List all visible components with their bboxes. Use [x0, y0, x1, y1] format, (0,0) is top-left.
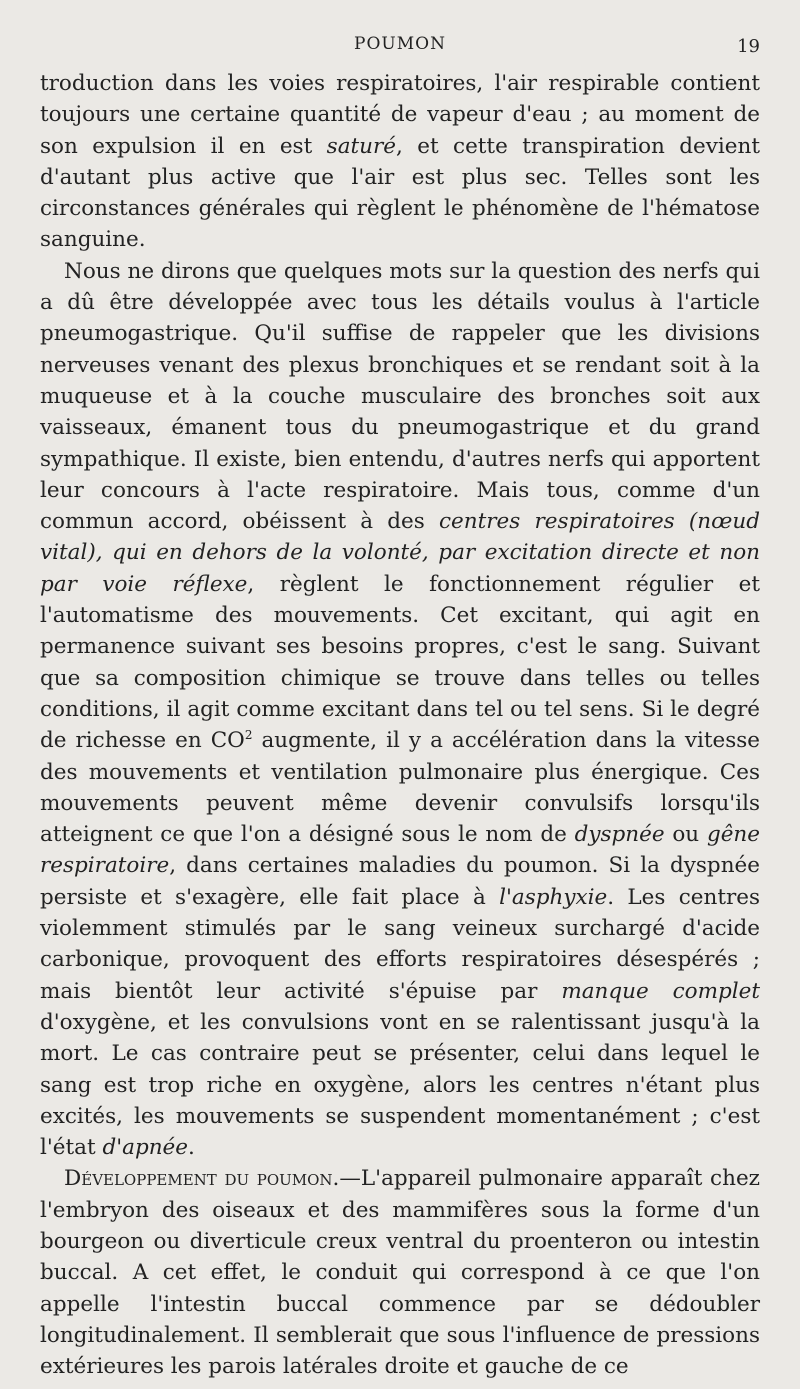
- text-run: , et cette transpiration devient d'autant plus active que l'air est plus sec. Telles sont les circonstances générales qui règlent le phénomène de l'hématose sanguine.: [40, 133, 760, 253]
- section-heading: Développement du poumon.: [64, 1166, 340, 1192]
- italic-text: d'apnée: [102, 1135, 189, 1161]
- text-run: d'oxygène, et les convulsions vont en se ralentissant jusqu'à la mort. Le cas contraire peut se présenter, celui dans lequel le sang est trop riche en oxygène, alors les centres n'étant plus excités, les mouvements se suspendent momentanément ; c'est l'état: [40, 1009, 760, 1161]
- italic-text: centres respiratoires (nœud vital), qui en dehors de la volonté, par excitation directe et non par voie réflexe: [40, 509, 760, 597]
- text-run: augmente, il y a accélération dans la vitesse des mouvements et ventilation pulmonaire plus énergique. Ces mouvements peuvent même devenir convulsifs lorsqu'ils atteignent ce que l'on a désigné sous le nom de: [40, 728, 761, 848]
- text-run: . Les centres violemment stimulés par le sang veineux surchargé d'acide carbonique, provoquent des efforts respiratoires désespérés ; mais bientôt leur activité s'épuise par: [40, 884, 760, 1004]
- text-run: Nous ne dirons que quelques mots sur la question des nerfs qui a dû être développée avec tous les détails voulus à l'article pneumogastrique. Qu'il suffise de rappeler que les divisions nerveuses venant des plexus bronchiques et se rendant soit à la muqueuse et à la couche musculaire des bronches soit aux vaisseaux, émanent tous du pneumogastrique et du grand sympathique. Il existe, bien entendu, d'autres nerfs qui apportent leur concours à l'acte respiratoire. Mais tous, comme d'un commun accord, obéissent à des: [40, 258, 760, 535]
- text-run: —L'appareil pulmonaire apparaît chez l'embryon des oiseaux et des mammifères sous la forme d'un bourgeon ou diverticule creux ventral du proenteron ou intestin buccal. A cet effet, le conduit qui correspond à ce que l'on appelle l'intestin buccal commence par se dédoubler longitudinalement. Il semblerait que sous l'influence de pressions extérieures les parois latérales droite et gauche de ce: [40, 1166, 760, 1380]
- text-run: .: [188, 1135, 195, 1161]
- text-run: troduction dans les voies respiratoires, l'air respirable contient toujours une certaine quantité de vapeur d'eau ; au moment de son expulsion il en est: [40, 71, 760, 159]
- body-text: [40, 68, 760, 1382]
- paragraph: [40, 68, 760, 256]
- paragraph: [40, 1163, 760, 1382]
- italic-text: dyspnée: [574, 822, 665, 848]
- running-title: POUMON: [354, 34, 446, 54]
- text-run: ou: [664, 822, 707, 848]
- italic-text: manque complet: [561, 978, 760, 1004]
- text-run: , dans certaines maladies du poumon. Si la dyspnée persiste et s'exagère, elle fait place à: [40, 853, 760, 910]
- paragraph: [40, 256, 760, 1164]
- running-head: [40, 34, 760, 64]
- italic-text: gêne respiratoire: [40, 822, 760, 879]
- italic-text: saturé: [326, 133, 396, 159]
- superscript: 2: [244, 728, 253, 743]
- text-run: , règlent le fonctionnement régulier et l'automatisme des mouvements. Cet excitant, qui agit en permanence suivant ses besoins propres, c'est le sang. Suivant que sa composition chimique se trouve dans telles ou telles conditions, il agit comme excitant dans tel ou tel sens. Si le degré de richesse en CO: [40, 571, 760, 754]
- italic-text: l'asphyxie: [499, 884, 608, 910]
- page-number: 19: [737, 36, 760, 57]
